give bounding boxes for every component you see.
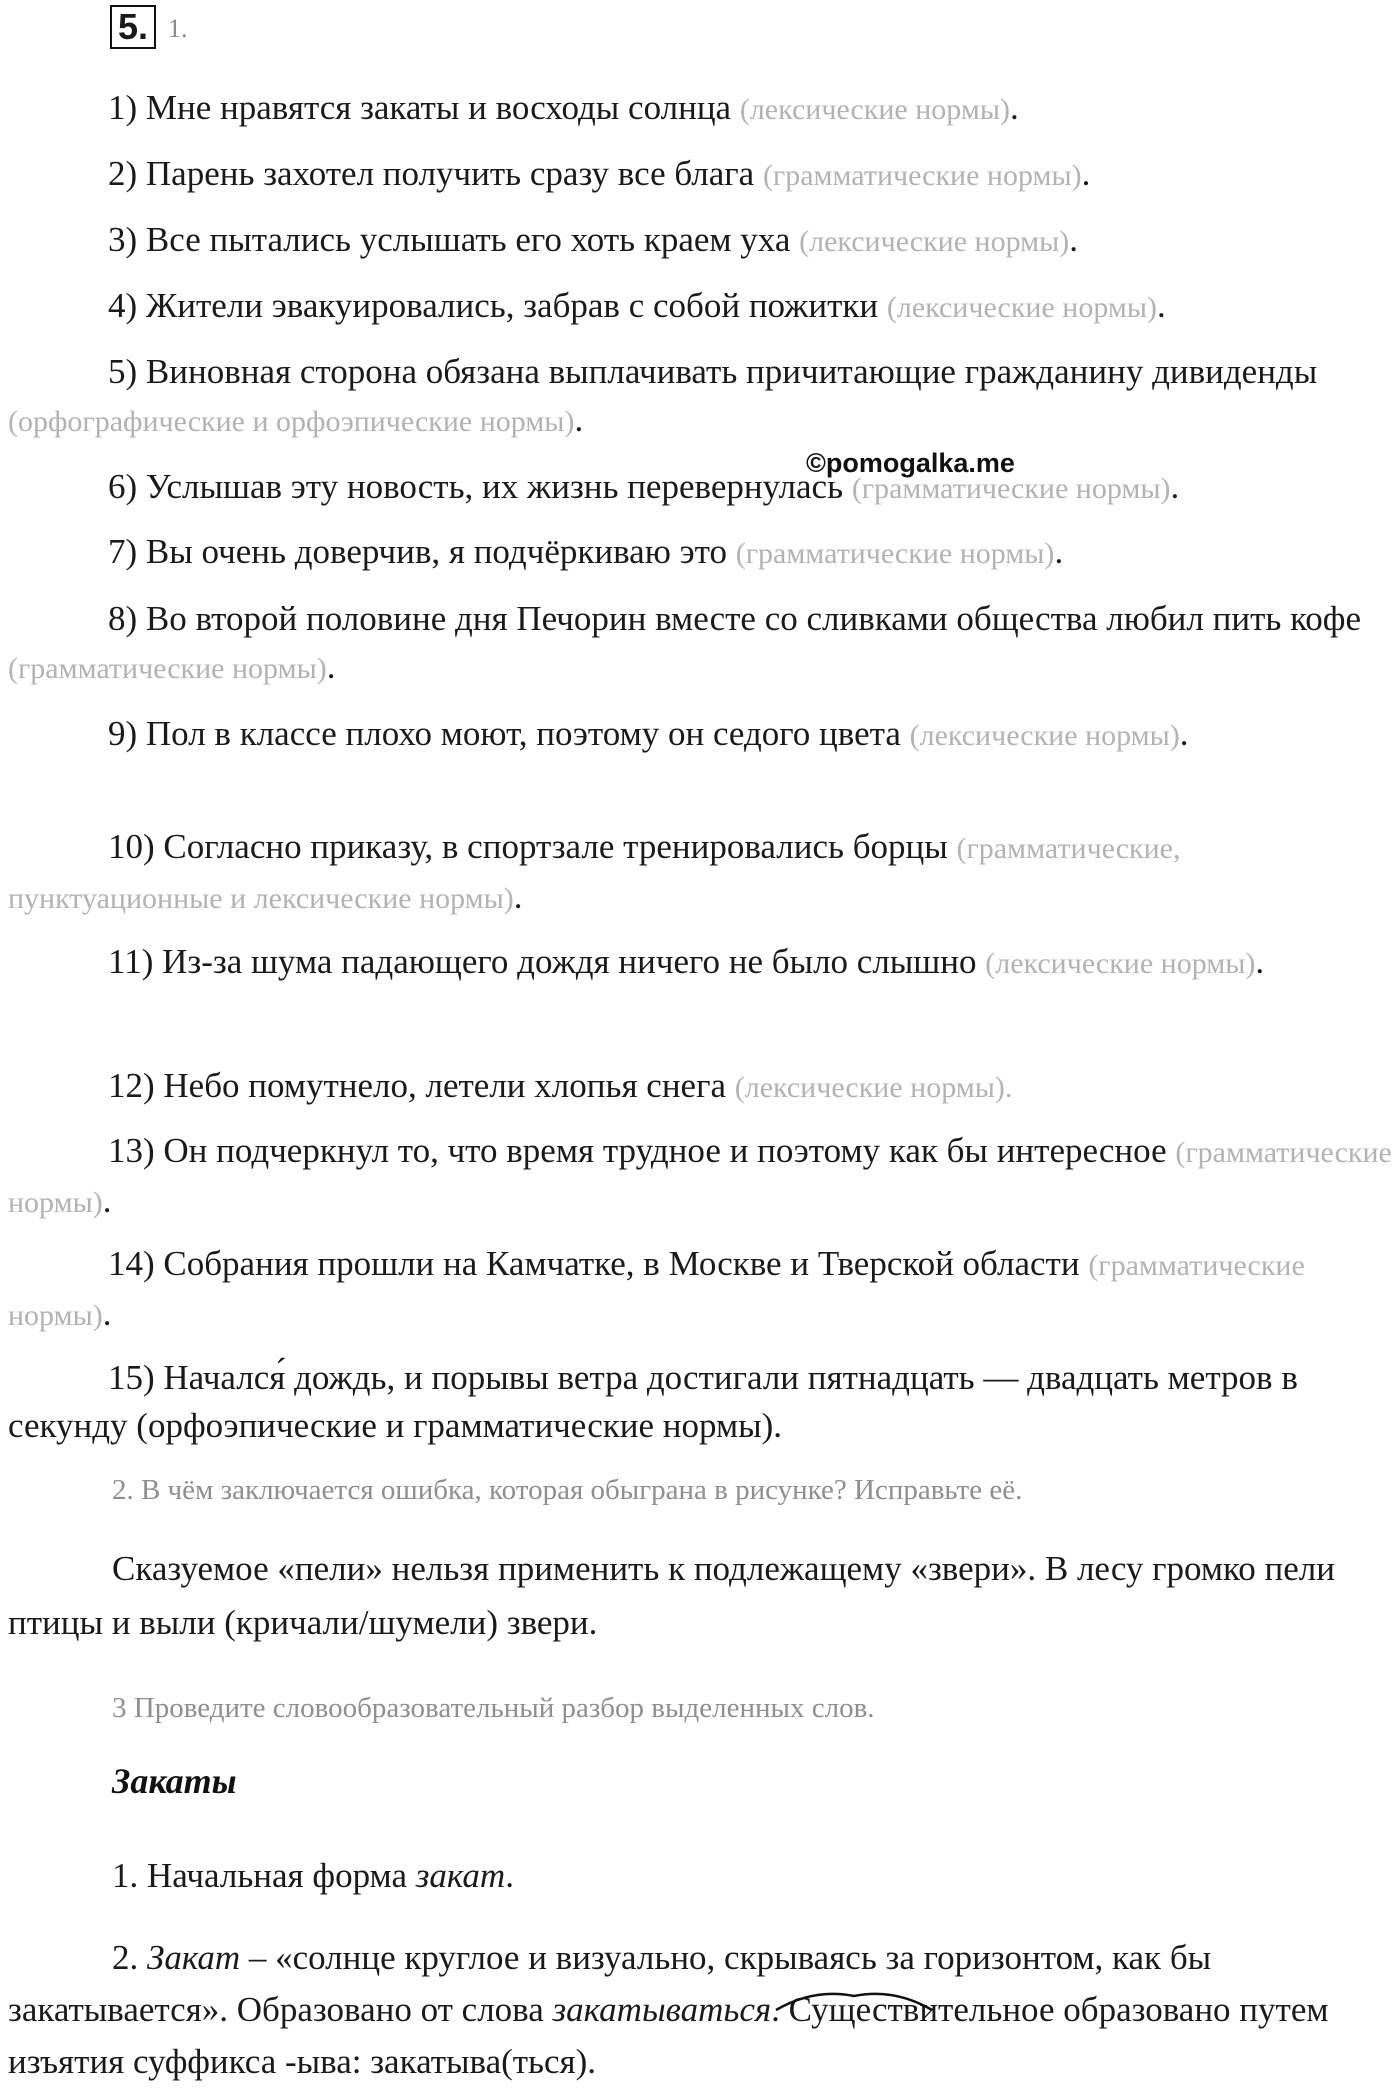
item-text: 6) Услышав эту новость, их жизнь перевернулась (108, 467, 844, 506)
question-3: 3 Проведите словообразовательный разбор выделенных слов. (112, 1692, 875, 1724)
item-end: . (102, 1181, 112, 1220)
list-item (8, 938, 1400, 988)
item-text: 12) Небо помутнело, летели хлопья снега (108, 1066, 726, 1105)
item-end: . (1081, 154, 1091, 193)
item-text: 9) Пол в классе плохо моют, поэтому он седого цвета (108, 714, 901, 753)
list-item (8, 710, 1400, 760)
exercise-part: 1. (168, 14, 188, 43)
list-item (8, 216, 1400, 266)
list-item (8, 528, 1400, 578)
item-note: (грамматические нормы) (762, 159, 1082, 192)
item-end: . (1069, 220, 1079, 259)
exercise-number: 5. (110, 5, 156, 49)
para-2-text2: . Существительное образовано путем изъятия суффикса -ыва: закатыва(ться). (8, 1990, 1329, 2081)
item-note: (лексические нормы) (886, 291, 1157, 324)
para-1-end: . (505, 1856, 514, 1895)
answer-2: Сказуемое «пели» нельзя применить к подлежащему «звери». В лесу громко пели птицы и выли (кричали/шумели) звери. (8, 1549, 1335, 1642)
watermark: ©pomogalka.me (806, 448, 1015, 478)
item-text: 13) Он подчеркнул то, что время трудное и поэтому как бы интересное (108, 1131, 1167, 1170)
item-text: 3) Все пытались услышать его хоть краем уха (108, 220, 791, 259)
item-end: . (102, 1294, 112, 1333)
item-note: (грамматические нормы) (8, 652, 327, 685)
item-end: . (1157, 286, 1166, 325)
item-note: (грамматические нормы) (8, 1249, 1305, 1332)
item-end: . (574, 400, 584, 439)
list-item (8, 1240, 1400, 1340)
item-end: . (326, 647, 336, 686)
list-item (8, 463, 1400, 513)
list-item (8, 84, 1400, 134)
item-text: 4) Жители эвакуировались, забрав с собой пожитки (108, 286, 879, 325)
item-end: . (1179, 714, 1189, 753)
item-text: 1) Мне нравятся закаты и восходы солнца (108, 88, 732, 127)
para-1-word: закат (415, 1856, 506, 1895)
exercise-header (110, 5, 188, 53)
para-2-word2: закатываться (552, 1990, 772, 2029)
item-note: (лексические нормы) (799, 225, 1070, 258)
item-text: 10) Согласно приказу, в спортзале тренировались борцы (108, 827, 948, 866)
item-note: (грамматические, пунктуационные и лексические нормы) (8, 832, 1181, 915)
item-text: 11) Из-за шума падающего дождя ничего не было слышно (108, 942, 977, 981)
list-item (8, 595, 1400, 693)
item-end: . (1170, 467, 1180, 506)
item-text: 2) Парень захотел получить сразу все блага (108, 154, 755, 193)
item-end: . (1054, 532, 1064, 571)
list-item (8, 150, 1400, 200)
paragraph-1 (8, 1850, 1400, 1902)
item-note: (лексические нормы) (909, 719, 1180, 752)
item-note: (лексические нормы) (739, 93, 1010, 126)
list-item (8, 823, 1400, 923)
item-text: 14) Собрания прошли на Камчатке, в Москве и Тверской области (108, 1244, 1080, 1283)
word-heading: Закаты (112, 1761, 237, 1801)
item-note: (лексические нормы) (985, 947, 1256, 980)
para-2-text1: – «солнце круглое и визуально, скрываясь за горизонтом, как бы закатывается». Образовано от слова (8, 1938, 1212, 2029)
item-note: (грамматические нормы) (8, 1136, 1392, 1219)
suffix-arc-mark (774, 1986, 934, 2012)
item-end: . (1255, 942, 1265, 981)
item-text: 8) Во второй половине дня Печорин вместе со сливками общества любил пить кофе (108, 599, 1362, 638)
item-text: 15) Начался́ дождь, и порывы ветра достигали пятнадцать — двадцать метров в секунду (орфоэпические и грамматические нормы). (8, 1358, 1298, 1445)
paragraph-2 (8, 1932, 1400, 2088)
item-end: . (513, 877, 523, 916)
item-note: (орфографические и орфоэпические нормы) (8, 405, 575, 438)
para-2-num: 2. (112, 1938, 147, 1977)
para-2-word: Закат (147, 1938, 241, 1977)
item-note: (лексические нормы). (734, 1071, 1013, 1104)
item-text: 5) Виновная сторона обязана выплачивать причитающие гражданину дивиденды (108, 352, 1318, 391)
list-item (8, 1127, 1400, 1227)
question-2: 2. В чём заключается ошибка, которая обыграна в рисунке? Исправьте её. (112, 1474, 1023, 1506)
para-1-text: 1. Начальная форма (112, 1856, 416, 1895)
item-end: . (1009, 88, 1019, 127)
list-item (8, 282, 1400, 332)
list-item (8, 1354, 1400, 1450)
item-text: 7) Вы очень доверчив, я подчёркиваю это (108, 532, 727, 571)
item-note: (грамматические нормы) (735, 537, 1055, 570)
list-item (8, 348, 1400, 446)
list-item (8, 1062, 1400, 1112)
item-note: (грамматические нормы) (851, 472, 1171, 505)
